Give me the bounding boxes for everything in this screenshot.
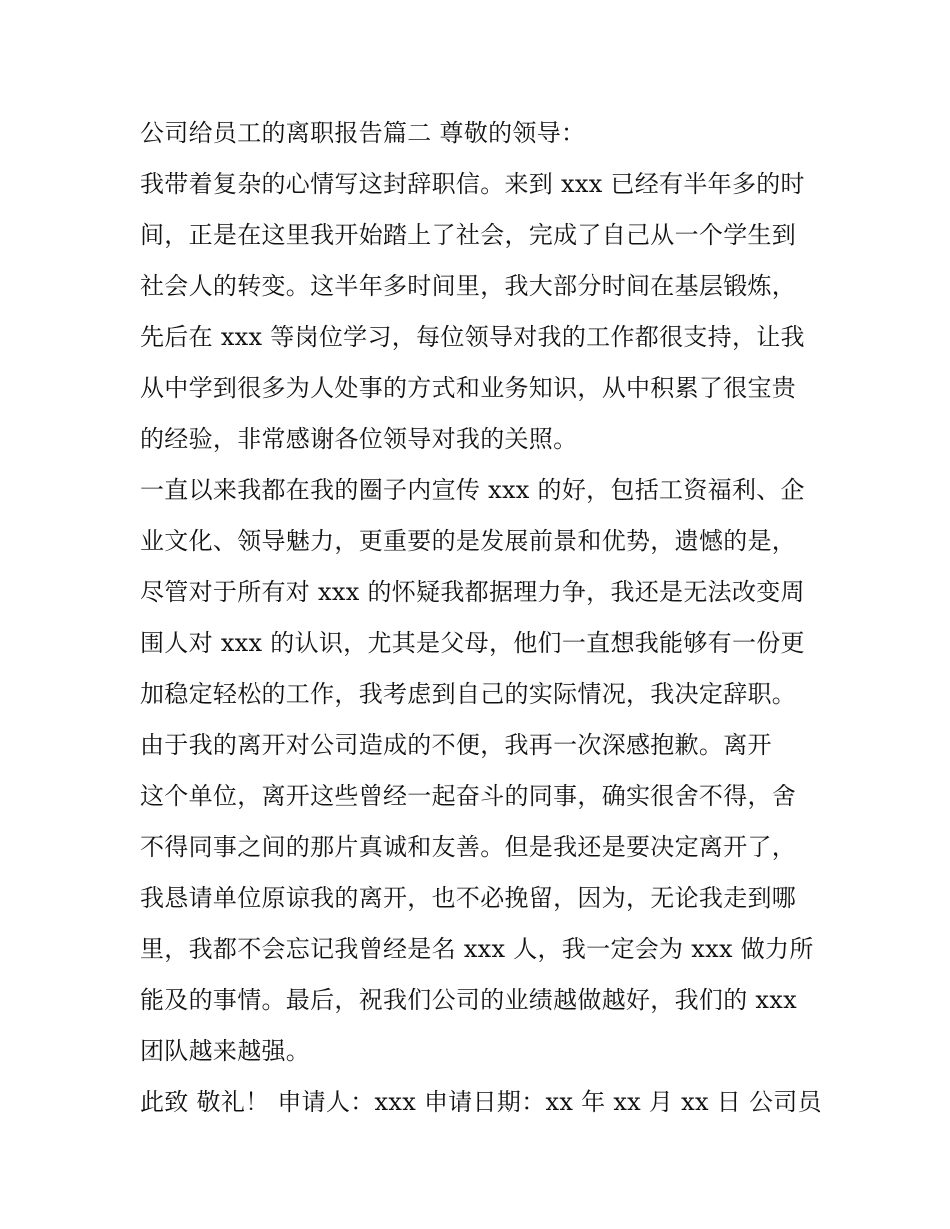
document-body — [140, 108, 830, 1128]
text-line: 尽管对于所有对 xxx 的怀疑我都据理力争，我还是无法改变周 — [140, 578, 805, 606]
text-line: 我带着复杂的心情写这封辞职信。来到 xxx 已经有半年多的时 — [140, 170, 805, 198]
text-line-title: 公司给员工的离职报告篇二 尊敬的领导： — [140, 119, 586, 147]
text-line: 团队越来越强。 — [140, 1037, 311, 1065]
text-line: 里，我都不会忘记我曾经是名 xxx 人，我一定会为 xxx 做力所 — [140, 935, 814, 963]
text-line: 能及的事情。最后，祝我们公司的业绩越做越好，我们的 xxx — [140, 986, 797, 1014]
text-line: 由于我的离开对公司造成的不便，我再一次深感抱歉。离开 — [140, 731, 772, 759]
text-line: 不得同事之间的那片真诚和友善。但是我还是要决定离开了， — [140, 833, 797, 861]
text-line: 这个单位，离开这些曾经一起奋斗的同事，确实很舍不得，舍 — [140, 782, 797, 810]
text-line: 业文化、领导魅力，更重要的是发展前景和优势，遗憾的是， — [140, 527, 797, 555]
text-line: 围人对 xxx 的认识，尤其是父母，他们一直想我能够有一份更 — [140, 629, 805, 657]
text-line: 一直以来我都在我的圈子内宣传 xxx 的好，包括工资福利、企 — [140, 476, 805, 504]
text-line: 加稳定轻松的工作，我考虑到自己的实际情况，我决定辞职。 — [140, 680, 797, 708]
text-line-closing: 此致 敬礼！ 申请人：xxx 申请日期：xx 年 xx 月 xx 日 公司员 — [140, 1088, 822, 1116]
text-line: 我恳请单位原谅我的离开，也不必挽留，因为，无论我走到哪 — [140, 884, 797, 912]
text-line: 从中学到很多为人处事的方式和业务知识，从中积累了很宝贵 — [140, 374, 797, 402]
text-line: 先后在 xxx 等岗位学习，每位领导对我的工作都很支持，让我 — [140, 323, 805, 351]
text-line: 社会人的转变。这半年多时间里，我大部分时间在基层锻炼， — [140, 272, 797, 300]
text-line: 的经验，非常感谢各位领导对我的关照。 — [140, 425, 578, 453]
text-line: 间，正是在这里我开始踏上了社会，完成了自己从一个学生到 — [140, 221, 797, 249]
